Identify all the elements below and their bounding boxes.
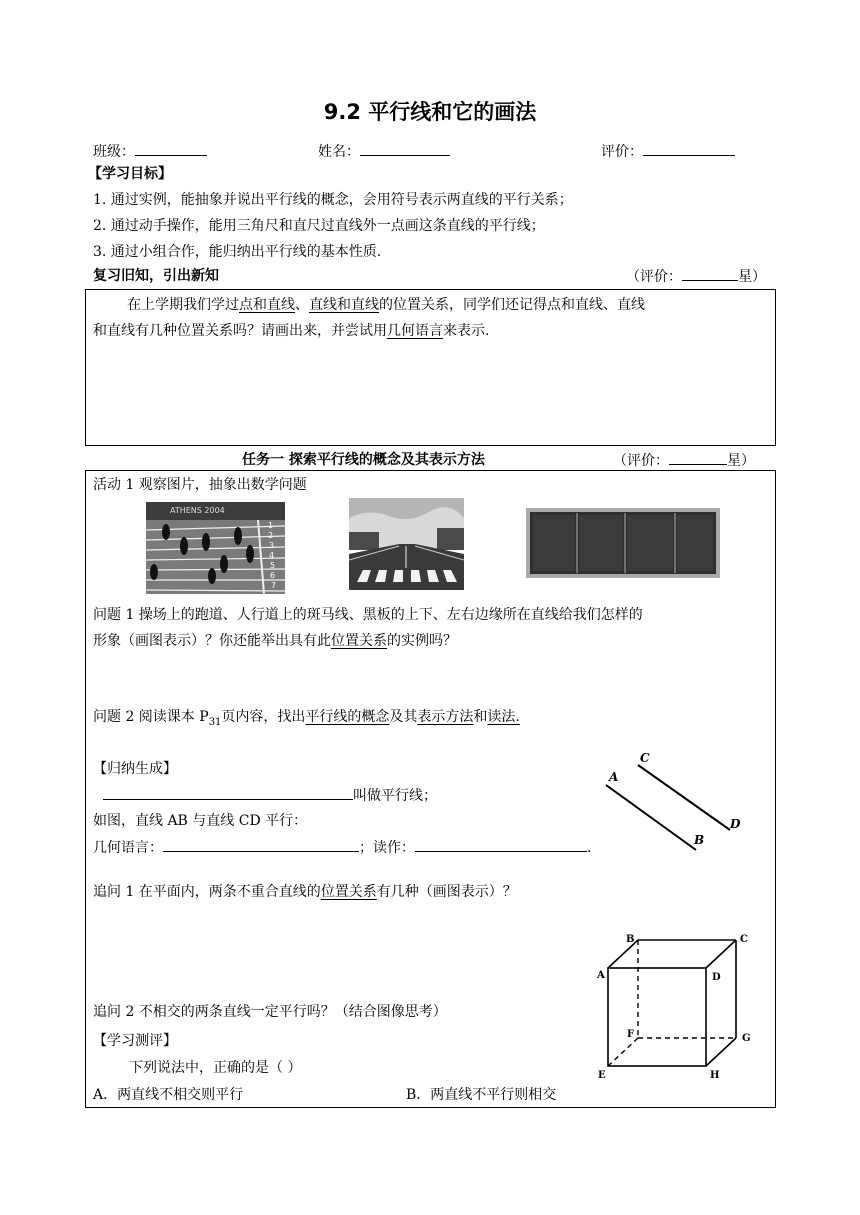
problem-2	[93, 707, 520, 733]
review-heading: 复习旧知，引出新知	[93, 268, 219, 284]
review-text: 在上学期我们学过	[127, 297, 239, 313]
lane-number: 5	[270, 561, 276, 570]
eval-label: 评价：	[601, 144, 643, 160]
problem-text: 的实例吗？	[387, 633, 457, 649]
option-a[interactable]: A．两直线不相交则平行	[93, 1087, 244, 1103]
review-eval	[626, 266, 766, 287]
review-underlined: 几何语言	[387, 323, 443, 339]
label-a: A	[609, 770, 619, 784]
problem-underlined: 位置关系	[331, 633, 387, 649]
objective-item: 1. 通过实例，能抽象并说出平行线的概念，会用符号表示两直线的平行关系；	[93, 192, 573, 208]
cube-label-h: H	[710, 1070, 720, 1081]
objective-item: 3. 通过小组合作，能归纳出平行线的基本性质.	[93, 244, 382, 260]
page-subscript: 31	[208, 716, 222, 728]
summary-line1	[103, 785, 437, 806]
lane-number: 6	[270, 571, 276, 580]
eval-blank[interactable]	[643, 141, 735, 156]
line-ab	[606, 785, 696, 850]
problem-underlined: 读法.	[487, 709, 520, 725]
test-question: 下列说法中，正确的是（ ）	[129, 1060, 302, 1076]
lane-number: 3	[269, 541, 275, 550]
read-as-label: ；读作：	[359, 840, 415, 856]
road-crosswalk-photo	[349, 498, 464, 590]
review-underlined: 直线和直线	[309, 297, 379, 313]
name-field	[318, 141, 450, 162]
cube-label-e: E	[598, 1070, 606, 1081]
eval-field	[601, 141, 735, 162]
name-label: 姓名：	[318, 144, 360, 160]
class-blank[interactable]	[135, 141, 207, 156]
cube-label-d: D	[712, 972, 721, 983]
lane-number: 2	[268, 531, 274, 540]
summary-text: 叫做平行线；	[353, 788, 437, 804]
cube-label-a: A	[597, 970, 605, 981]
geo-language-label: 几何语言：	[93, 840, 163, 856]
objective-item: 2. 通过动手操作，能用三角尺和直尺过直线外一点画这条直线的平行线；	[93, 218, 545, 234]
task1-eval-blank[interactable]	[669, 450, 727, 465]
problem-1-line1: 问题 1 操场上的跑道、人行道上的斑马线、黑板的上下、左右边缘所在直线给我们怎样的	[93, 607, 643, 623]
follow-underlined: 位置关系	[320, 884, 377, 900]
class-label: 班级：	[93, 144, 135, 160]
follow-up-1	[93, 882, 517, 902]
period: .	[587, 840, 592, 856]
review-eval-prefix: （评价：	[626, 269, 682, 285]
cube-figure	[600, 930, 750, 1080]
class-field	[93, 141, 207, 162]
summary-heading: 【归纳生成】	[93, 761, 177, 777]
cube-label-b: B	[626, 934, 635, 945]
parallel-lines-figure	[600, 748, 750, 858]
review-text: 、	[295, 297, 309, 313]
review-eval-blank[interactable]	[682, 266, 738, 281]
review-eval-suffix: 星）	[738, 269, 766, 285]
problem-1-line2	[93, 631, 457, 651]
summary-line2: 如图，直线 AB 与直线 CD 平行：	[93, 813, 308, 829]
review-underlined: 点和直线	[239, 297, 295, 313]
summary-line3	[93, 837, 591, 858]
review-text: 和直线有几种位置关系吗？请画出来，并尝试用	[93, 323, 387, 339]
problem-text: 形象（画图表示）？你还能举出具有此	[93, 633, 331, 649]
lane-number: 1	[268, 521, 274, 530]
problem-text: 问题 2 阅读课本 P	[93, 709, 209, 725]
problem-underlined: 表示方法	[417, 709, 474, 725]
task1-eval	[613, 450, 755, 471]
task1-heading: 任务一 探索平行线的概念及其表示方法	[242, 452, 485, 468]
problem-text: 及其	[389, 709, 418, 725]
option-b[interactable]: B．两直线不平行则相交	[406, 1087, 557, 1103]
label-c: C	[640, 751, 650, 765]
line-cd	[638, 765, 730, 830]
problem-text: 页内容，找出	[221, 709, 306, 725]
definition-blank[interactable]	[103, 785, 353, 800]
test-heading: 【学习测评】	[93, 1033, 177, 1049]
lane-number: 7	[271, 581, 277, 590]
cube-label-c: C	[740, 934, 748, 945]
task1-eval-prefix: （评价：	[613, 453, 669, 469]
page-title: 9.2 平行线和它的画法	[323, 100, 537, 124]
track-race-photo	[146, 502, 285, 594]
read-as-blank[interactable]	[415, 837, 587, 852]
problem-text: 和	[473, 709, 488, 725]
track-banner-text: ATHENS 2004	[170, 506, 225, 515]
name-blank[interactable]	[360, 141, 450, 156]
task1-eval-suffix: 星）	[727, 453, 755, 469]
geo-language-blank[interactable]	[163, 837, 359, 852]
review-text: 来表示.	[443, 323, 490, 339]
follow-up-2: 追问 2 不相交的两条直线一定平行吗？（结合图像思考）	[93, 1004, 447, 1020]
review-text: 的位置关系，同学们还记得点和直线、直线	[379, 297, 645, 313]
blackboard-photo	[526, 508, 720, 578]
label-b: B	[694, 833, 705, 847]
lane-number: 4	[269, 551, 275, 560]
review-paragraph-line1	[127, 295, 645, 315]
cube-label-f: F	[627, 1029, 635, 1040]
problem-underlined: 平行线的概念	[305, 709, 390, 725]
review-paragraph-line2	[93, 321, 489, 341]
cube-label-g: G	[742, 1033, 751, 1044]
objectives-heading: 【学习目标】	[88, 166, 172, 182]
follow-text: 追问 1 在平面内，两条不重合直线的	[93, 884, 321, 900]
label-d: D	[730, 817, 741, 831]
activity-1: 活动 1 观察图片，抽象出数学问题	[93, 477, 307, 493]
follow-text: 有几种（画图表示）？	[376, 884, 517, 900]
